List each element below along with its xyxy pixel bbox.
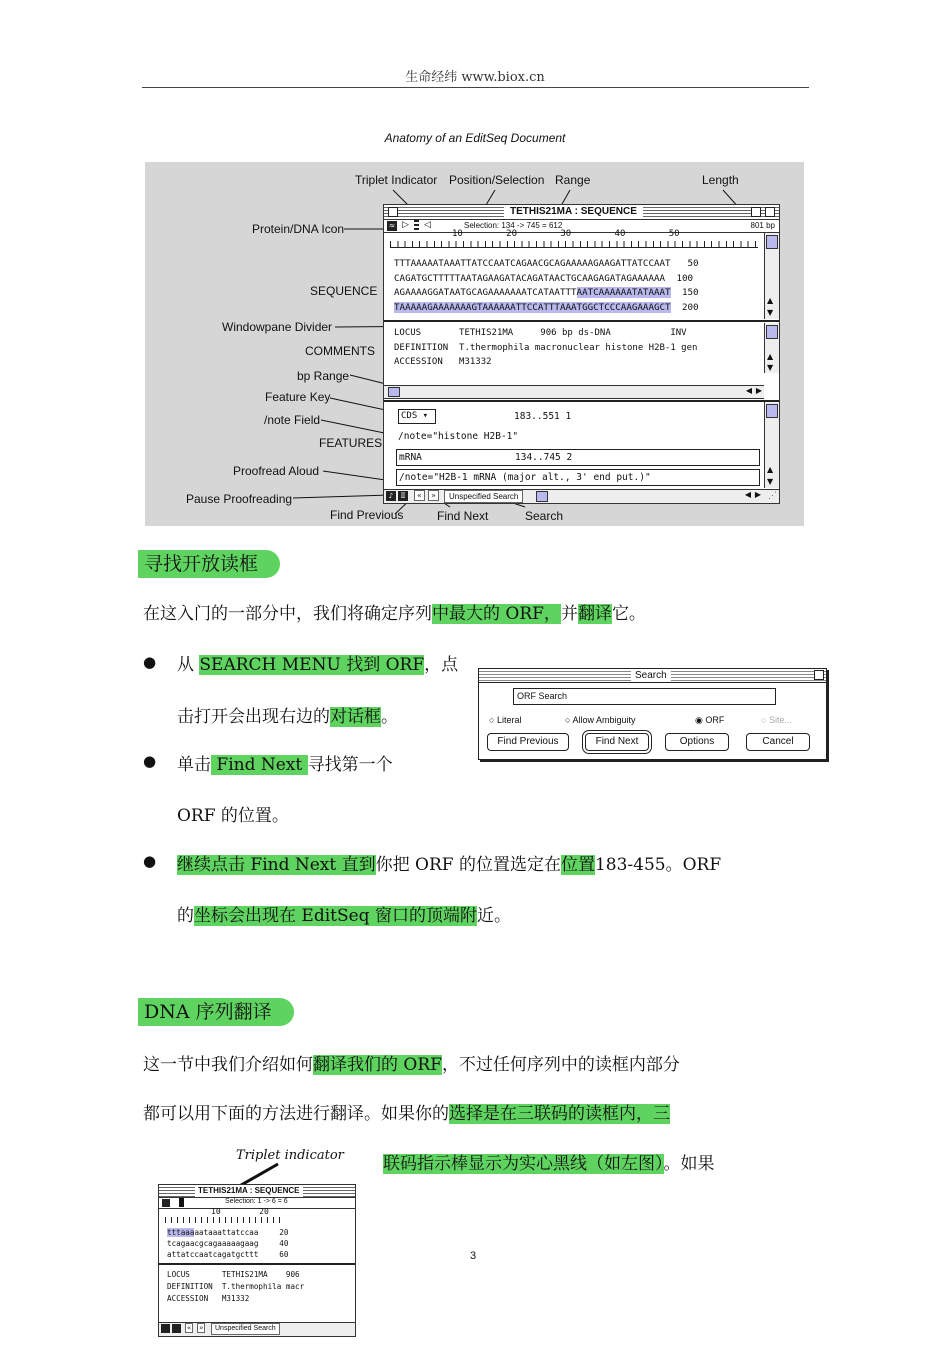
label-features: FEATURES	[319, 436, 383, 450]
search-field[interactable]: Unspecified Search	[444, 490, 523, 503]
radio-label: Literal	[496, 715, 522, 725]
selected-sequence-text: AATCAAAAAATATAAAT	[576, 287, 671, 298]
scroll-down-icon[interactable]: ▼	[767, 308, 774, 317]
label-comments: COMMENTS	[305, 344, 375, 358]
hscroll-thumb[interactable]	[536, 491, 548, 502]
radio-label: ORF	[705, 715, 725, 725]
radio-empty-icon: ○	[489, 715, 495, 725]
bullet1-line2	[177, 702, 398, 727]
selected-sequence-text: tttaaa	[167, 1228, 195, 1237]
highlight-run: 联码指示棒显示为实心黑线（如左图）	[383, 1154, 664, 1174]
highlight-run: 中最大的 ORF，	[432, 604, 561, 624]
sequence-line[interactable]	[394, 272, 699, 287]
search-text-field[interactable]: ORF Search	[513, 688, 776, 705]
feature-key-value: CDS	[401, 411, 418, 421]
sequence-text	[394, 287, 671, 298]
label-find-previous: Find Previous	[330, 508, 404, 522]
radio-literal[interactable]	[489, 715, 521, 725]
label-triplet-indicator: Triplet Indicator	[355, 173, 438, 187]
ruler-baseline	[390, 247, 758, 248]
text-run: 击打开会出现右边的	[177, 707, 330, 727]
dna-icon[interactable]: ≈	[388, 221, 396, 230]
text-run: 。如果	[663, 1154, 715, 1174]
selection-readout: Selection: 134 -> 745 = 612	[464, 221, 563, 230]
bullet-icon: ●	[143, 653, 157, 671]
feature1-range[interactable]: 183..551 1	[514, 411, 572, 422]
text-run: 它。	[611, 604, 646, 624]
radio-empty-icon: ○	[761, 715, 767, 725]
text-run: 在这入门的一部分中，我们将确定序列	[143, 604, 432, 624]
scroll-left-icon[interactable]: ◀	[744, 490, 751, 499]
label-bp-range: bp Range	[297, 369, 350, 383]
text-run: 并	[560, 604, 578, 624]
comments-pane[interactable]	[167, 1269, 304, 1305]
search-dialog	[478, 668, 827, 760]
figure-caption: Anatomy of an EditSeq Document	[384, 131, 566, 145]
sequence-number: 200	[681, 301, 699, 313]
scroll-down-icon[interactable]: ▼	[767, 363, 774, 372]
length-readout: 801 bp	[750, 221, 775, 230]
dialog-title: Search	[631, 669, 671, 682]
scroll-thumb[interactable]	[766, 404, 778, 418]
text-run: 你把 ORF 的位置选定在	[375, 855, 561, 875]
radio-label: Site...	[768, 715, 792, 725]
sequence-line[interactable]	[394, 301, 699, 316]
section-title-orf: 寻找开放读框	[138, 550, 280, 578]
text-run: ，不过任何序列中的读框内部分	[441, 1055, 680, 1075]
sequence-pane[interactable]	[167, 1227, 288, 1260]
proofread-aloud-icon[interactable]: ♪	[386, 491, 396, 501]
ruler-numbers: 10 20	[211, 1207, 269, 1216]
sequence-text: TAAAAAGAAAAAAAGTAAAAAATTCCATTTAAATGGCTCCCAAGAAAGCT	[394, 301, 671, 313]
header-rule	[142, 87, 809, 88]
sequence-text	[167, 1228, 258, 1237]
proofread-aloud-icon[interactable]	[161, 1324, 170, 1333]
section-title-translation: DNA 序列翻译	[138, 998, 294, 1026]
label-proofread-aloud: Proofread Aloud	[233, 464, 320, 478]
sequence-number: 40	[279, 1239, 289, 1248]
sequence-text: attatccaatcagatgcttt	[167, 1250, 259, 1259]
highlight-run: 位置	[560, 855, 595, 875]
feature2-range[interactable]: 134..745 2	[515, 452, 573, 463]
windowpane-divider[interactable]	[159, 1263, 355, 1265]
sequence-number: 150	[681, 287, 699, 298]
label-pause-proofreading: Pause Proofreading	[186, 492, 293, 506]
features-divider[interactable]	[384, 400, 779, 402]
label-range: Range	[555, 173, 591, 187]
bullet1-line1	[177, 650, 458, 675]
feature2-row[interactable]	[396, 449, 760, 466]
sequence-scrollbar[interactable]	[764, 233, 779, 319]
scroll-thumb[interactable]	[766, 235, 778, 249]
scroll-down-icon[interactable]: ▼	[767, 477, 774, 486]
pause-proofreading-icon[interactable]: Ⅱ	[398, 491, 408, 501]
scroll-right-icon[interactable]: ▶	[755, 386, 762, 395]
highlight-run: SEARCH MENU 找到 ORF	[199, 655, 425, 675]
highlight-run: Find Next	[211, 755, 308, 775]
options-button[interactable]: Options	[665, 733, 729, 751]
comments-pane[interactable]	[394, 326, 697, 370]
radio-label: Allow Ambiguity	[572, 715, 636, 725]
ruler-numbers: 10 20 30 40 50	[452, 229, 680, 239]
scroll-up-icon[interactable]: ▲	[767, 465, 774, 474]
pause-proofreading-icon[interactable]	[172, 1324, 181, 1333]
radio-allow-ambiguity[interactable]	[565, 715, 635, 725]
sequence-number: 100	[676, 272, 694, 284]
text-run: ，点	[424, 655, 459, 675]
find-next-icon[interactable]: »	[199, 1324, 204, 1332]
scroll-right-icon[interactable]: ▶	[754, 490, 761, 499]
sequence-number: 50	[687, 258, 699, 269]
label-search: Search	[525, 509, 564, 523]
section2-line2	[143, 1099, 670, 1124]
sequence-line[interactable]	[167, 1227, 288, 1238]
comment-line: ACCESSION M31332	[394, 357, 492, 367]
radio-selected-icon: ◉	[695, 715, 703, 725]
ruler-ticks	[165, 1217, 283, 1223]
highlight-run: 直到	[336, 855, 376, 875]
window-title: TETHIS21MA : SEQUENCE	[504, 205, 643, 219]
bullet2-line2: ORF 的位置。	[177, 806, 289, 826]
window-titlebar[interactable]	[384, 205, 779, 220]
horizontal-scrollbar[interactable]	[384, 385, 764, 399]
triplet-indicator-icon	[414, 220, 419, 231]
comment-line: DEFINITION T.thermophila macr	[167, 1282, 305, 1291]
highlight-run: 坐标会出现在 EditSeq 窗口的顶端附	[194, 906, 477, 926]
cancel-button[interactable]: Cancel	[746, 733, 810, 751]
find-previous-icon[interactable]: «	[187, 1324, 192, 1332]
radio-empty-icon: ○	[565, 715, 571, 725]
editseq-window	[383, 204, 780, 504]
label-position-selection: Position/Selection	[449, 173, 545, 187]
comment-line: LOCUS TETHIS21MA 906	[167, 1270, 300, 1279]
sequence-line[interactable]	[167, 1249, 288, 1260]
bullet2-line1	[177, 750, 393, 775]
bullet3-line1	[177, 850, 721, 875]
page-header: 生命经纬 www.biox.cn	[405, 70, 545, 85]
scroll-thumb[interactable]	[766, 325, 778, 339]
triplet-indicator-solid-icon	[179, 1198, 184, 1207]
text-run: 183-455。ORF	[594, 855, 722, 875]
highlight-run: 选择是在三联码的读框内，三	[449, 1104, 670, 1124]
triplet-forward-icon[interactable]: ▷	[402, 220, 409, 230]
zoom-box-icon[interactable]	[751, 207, 761, 217]
dna-icon[interactable]	[162, 1199, 170, 1207]
label-note-field: /note Field	[264, 413, 321, 427]
sequence-number: 20	[279, 1228, 289, 1237]
intro-paragraph	[143, 599, 646, 624]
window-title: TETHIS21MA : SEQUENCE	[195, 1185, 303, 1197]
scroll-left-icon[interactable]: ◀	[745, 386, 752, 395]
bullet-icon: ●	[143, 752, 157, 770]
window-titlebar[interactable]	[159, 1185, 355, 1198]
text-run: 这一节中我们介绍如何	[143, 1055, 313, 1075]
comment-line: DEFINITION T.thermophila macronuclear histone H2B-1 gen	[394, 342, 698, 353]
editseq-anatomy-figure	[145, 162, 804, 526]
text-run: 从	[177, 655, 200, 675]
feature1-note[interactable]: /note="histone H2B-1"	[398, 431, 519, 442]
text-run: 都可以用下面的方法进行翻译。如果你的	[143, 1104, 449, 1124]
section2-line3	[383, 1149, 715, 1174]
chevron-down-icon: ▾	[417, 411, 429, 421]
hscroll-thumb[interactable]	[388, 387, 400, 397]
feature2-key[interactable]: mRNA	[399, 452, 422, 463]
selection-readout: Selection: 1 -> 6 = 6	[225, 1198, 288, 1205]
find-previous-button[interactable]: Find Previous	[487, 733, 569, 751]
feature2-note-row[interactable]	[396, 469, 760, 486]
collapse-box-icon[interactable]	[814, 670, 824, 680]
sequence-line[interactable]	[167, 1238, 288, 1249]
sequence-number: 60	[279, 1250, 289, 1259]
resize-grip-icon[interactable]: ⋰	[768, 491, 777, 501]
text-run: 寻找第一个	[307, 755, 393, 775]
collapse-box-icon[interactable]	[765, 207, 775, 217]
dialog-titlebar[interactable]	[479, 669, 826, 683]
label-find-next: Find Next	[437, 509, 489, 523]
find-previous-icon[interactable]: «	[414, 490, 425, 501]
features-scrollbar[interactable]	[764, 402, 779, 488]
text-run: 。	[381, 707, 398, 727]
label-windowpane-divider: Windowpane Divider	[222, 320, 333, 334]
sequence-line[interactable]	[394, 286, 699, 301]
sequence-text: aataaattatccaa	[194, 1228, 259, 1237]
text-run: 近。	[476, 906, 511, 926]
highlight-run: 翻译	[577, 604, 612, 624]
sequence-text: AGAAAAGGATAATGCAGAAAAAAATCATAATTT	[394, 287, 577, 298]
editseq-small-window	[158, 1184, 356, 1337]
comment-line: LOCUS TETHIS21MA 906 bp ds-DNA INV	[394, 328, 687, 338]
bottom-toolbar	[159, 1322, 355, 1336]
bottom-toolbar	[384, 489, 779, 503]
label-protein-dna-icon: Protein/DNA Icon	[252, 222, 345, 236]
highlight-run: 对话框	[330, 707, 381, 727]
feature-key-select[interactable]	[398, 409, 436, 424]
comment-line: ACCESSION M31332	[167, 1294, 250, 1303]
sequence-line[interactable]	[394, 257, 699, 272]
sequence-text: TTTAAAAATAAATTATCCAATCAGAACGCAGAAAAAGAAGATTATCCAAT	[394, 258, 671, 269]
radio-site[interactable]	[761, 715, 792, 725]
scroll-up-icon[interactable]: ▲	[767, 352, 774, 361]
highlight-run: 翻译我们的 ORF	[313, 1055, 442, 1075]
text-run: 的	[177, 906, 194, 926]
close-box-icon[interactable]	[388, 207, 398, 217]
comments-scrollbar[interactable]	[764, 323, 779, 373]
radio-orf[interactable]	[695, 715, 724, 726]
search-field[interactable]: Unspecified Search	[211, 1323, 280, 1335]
sequence-text: CAGATGCTTTTTAATAGAAGATACAGATAACTGCAAGAGATAGAAAAAA	[394, 272, 666, 284]
section2-line1	[143, 1050, 680, 1075]
bullet-icon: ●	[143, 852, 157, 870]
text-run: 单击	[177, 755, 211, 775]
feature2-note[interactable]: /note="H2B-1 mRNA (major alt., 3' end put.)"	[399, 472, 651, 483]
callout-pause	[293, 495, 389, 498]
label-length: Length	[702, 173, 739, 187]
bullet3-line2	[177, 901, 511, 926]
triplet-back-icon[interactable]: ◁	[424, 220, 431, 230]
highlight-run: 继续点击 Find Next	[177, 855, 337, 875]
label-sequence: SEQUENCE	[310, 284, 378, 298]
sequence-pane[interactable]	[394, 257, 699, 315]
windowpane-divider[interactable]	[384, 320, 779, 322]
find-next-icon[interactable]: »	[428, 490, 439, 501]
page-number: 3	[470, 1250, 477, 1262]
scroll-up-icon[interactable]: ▲	[767, 296, 774, 305]
label-feature-key: Feature Key	[265, 390, 331, 404]
sequence-text: tcagaacgcagaaaaagaag	[167, 1239, 259, 1248]
find-next-button[interactable]: Find Next	[585, 733, 649, 751]
triplet-indicator-label: Triplet indicator	[236, 1148, 344, 1163]
